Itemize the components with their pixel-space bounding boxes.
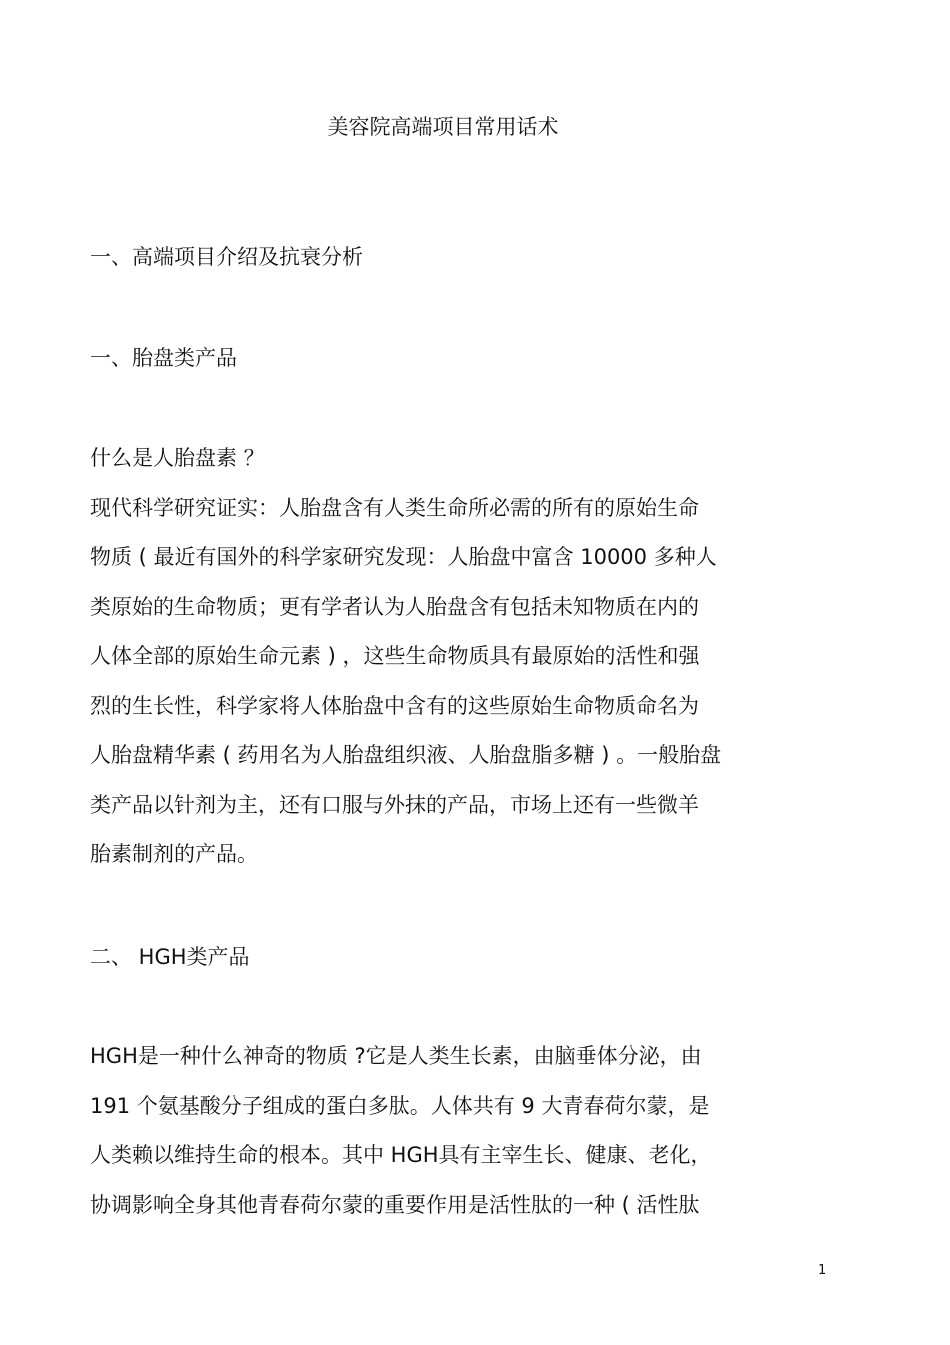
paragraph-line: 烈的生长性，科学家将人体胎盘中含有的这些原始生命物质命名为	[90, 693, 699, 718]
page-number: 1	[818, 1263, 827, 1278]
paragraph-line: 人体全部的原始生命元素 ) ，这些生命物质具有最原始的活性和强	[90, 644, 700, 668]
placenta-paragraph	[90, 444, 850, 890]
paragraph-line: 人类赖以维持生命的根本。其中 HGH具有主宰生长、健康、老化，	[90, 1143, 712, 1167]
paragraph-line: 人胎盘精华素 ( 药用名为人胎盘组织液、人胎盘脂多糖 ) 。一般胎盘	[90, 743, 722, 767]
paragraph-line: 胎素制剂的产品。	[90, 842, 258, 866]
paragraph-line: 物质 ( 最近有国外的科学家研究发现：人胎盘中富含 10000 多种人	[90, 545, 717, 569]
subsection-heading-placenta: 一、胎盘类产品	[90, 346, 237, 370]
paragraph-line: 现代科学研究证实：人胎盘含有人类生命所必需的所有的原始生命	[90, 495, 699, 520]
document-title: 美容院高端项目常用话术	[327, 115, 559, 139]
paragraph-line: 类原始的生命物质；更有学者认为人胎盘含有包括未知物质在内的	[90, 594, 699, 619]
section-heading: 一、高端项目介绍及抗衰分析	[90, 245, 363, 269]
paragraph-line: 类产品以针剂为主，还有口服与外抹的产品，市场上还有一些微羊	[90, 792, 699, 817]
paragraph-line: 什么是人胎盘素 ？	[90, 446, 265, 470]
paragraph-line: 191 个氨基酸分子组成的蛋白多肽。人体共有 9 大青春荷尔蒙，是	[90, 1093, 710, 1118]
hgh-paragraph	[90, 1042, 850, 1240]
subsection-heading-hgh: 二、 HGH类产品	[90, 945, 250, 969]
paragraph-line: HGH是一种什么神奇的物质 ?它是人类生长素，由脑垂体分泌，由	[90, 1044, 702, 1068]
paragraph-line: 协调影响全身其他青春荷尔蒙的重要作用是活性肽的一种 ( 活性肽	[90, 1192, 700, 1217]
